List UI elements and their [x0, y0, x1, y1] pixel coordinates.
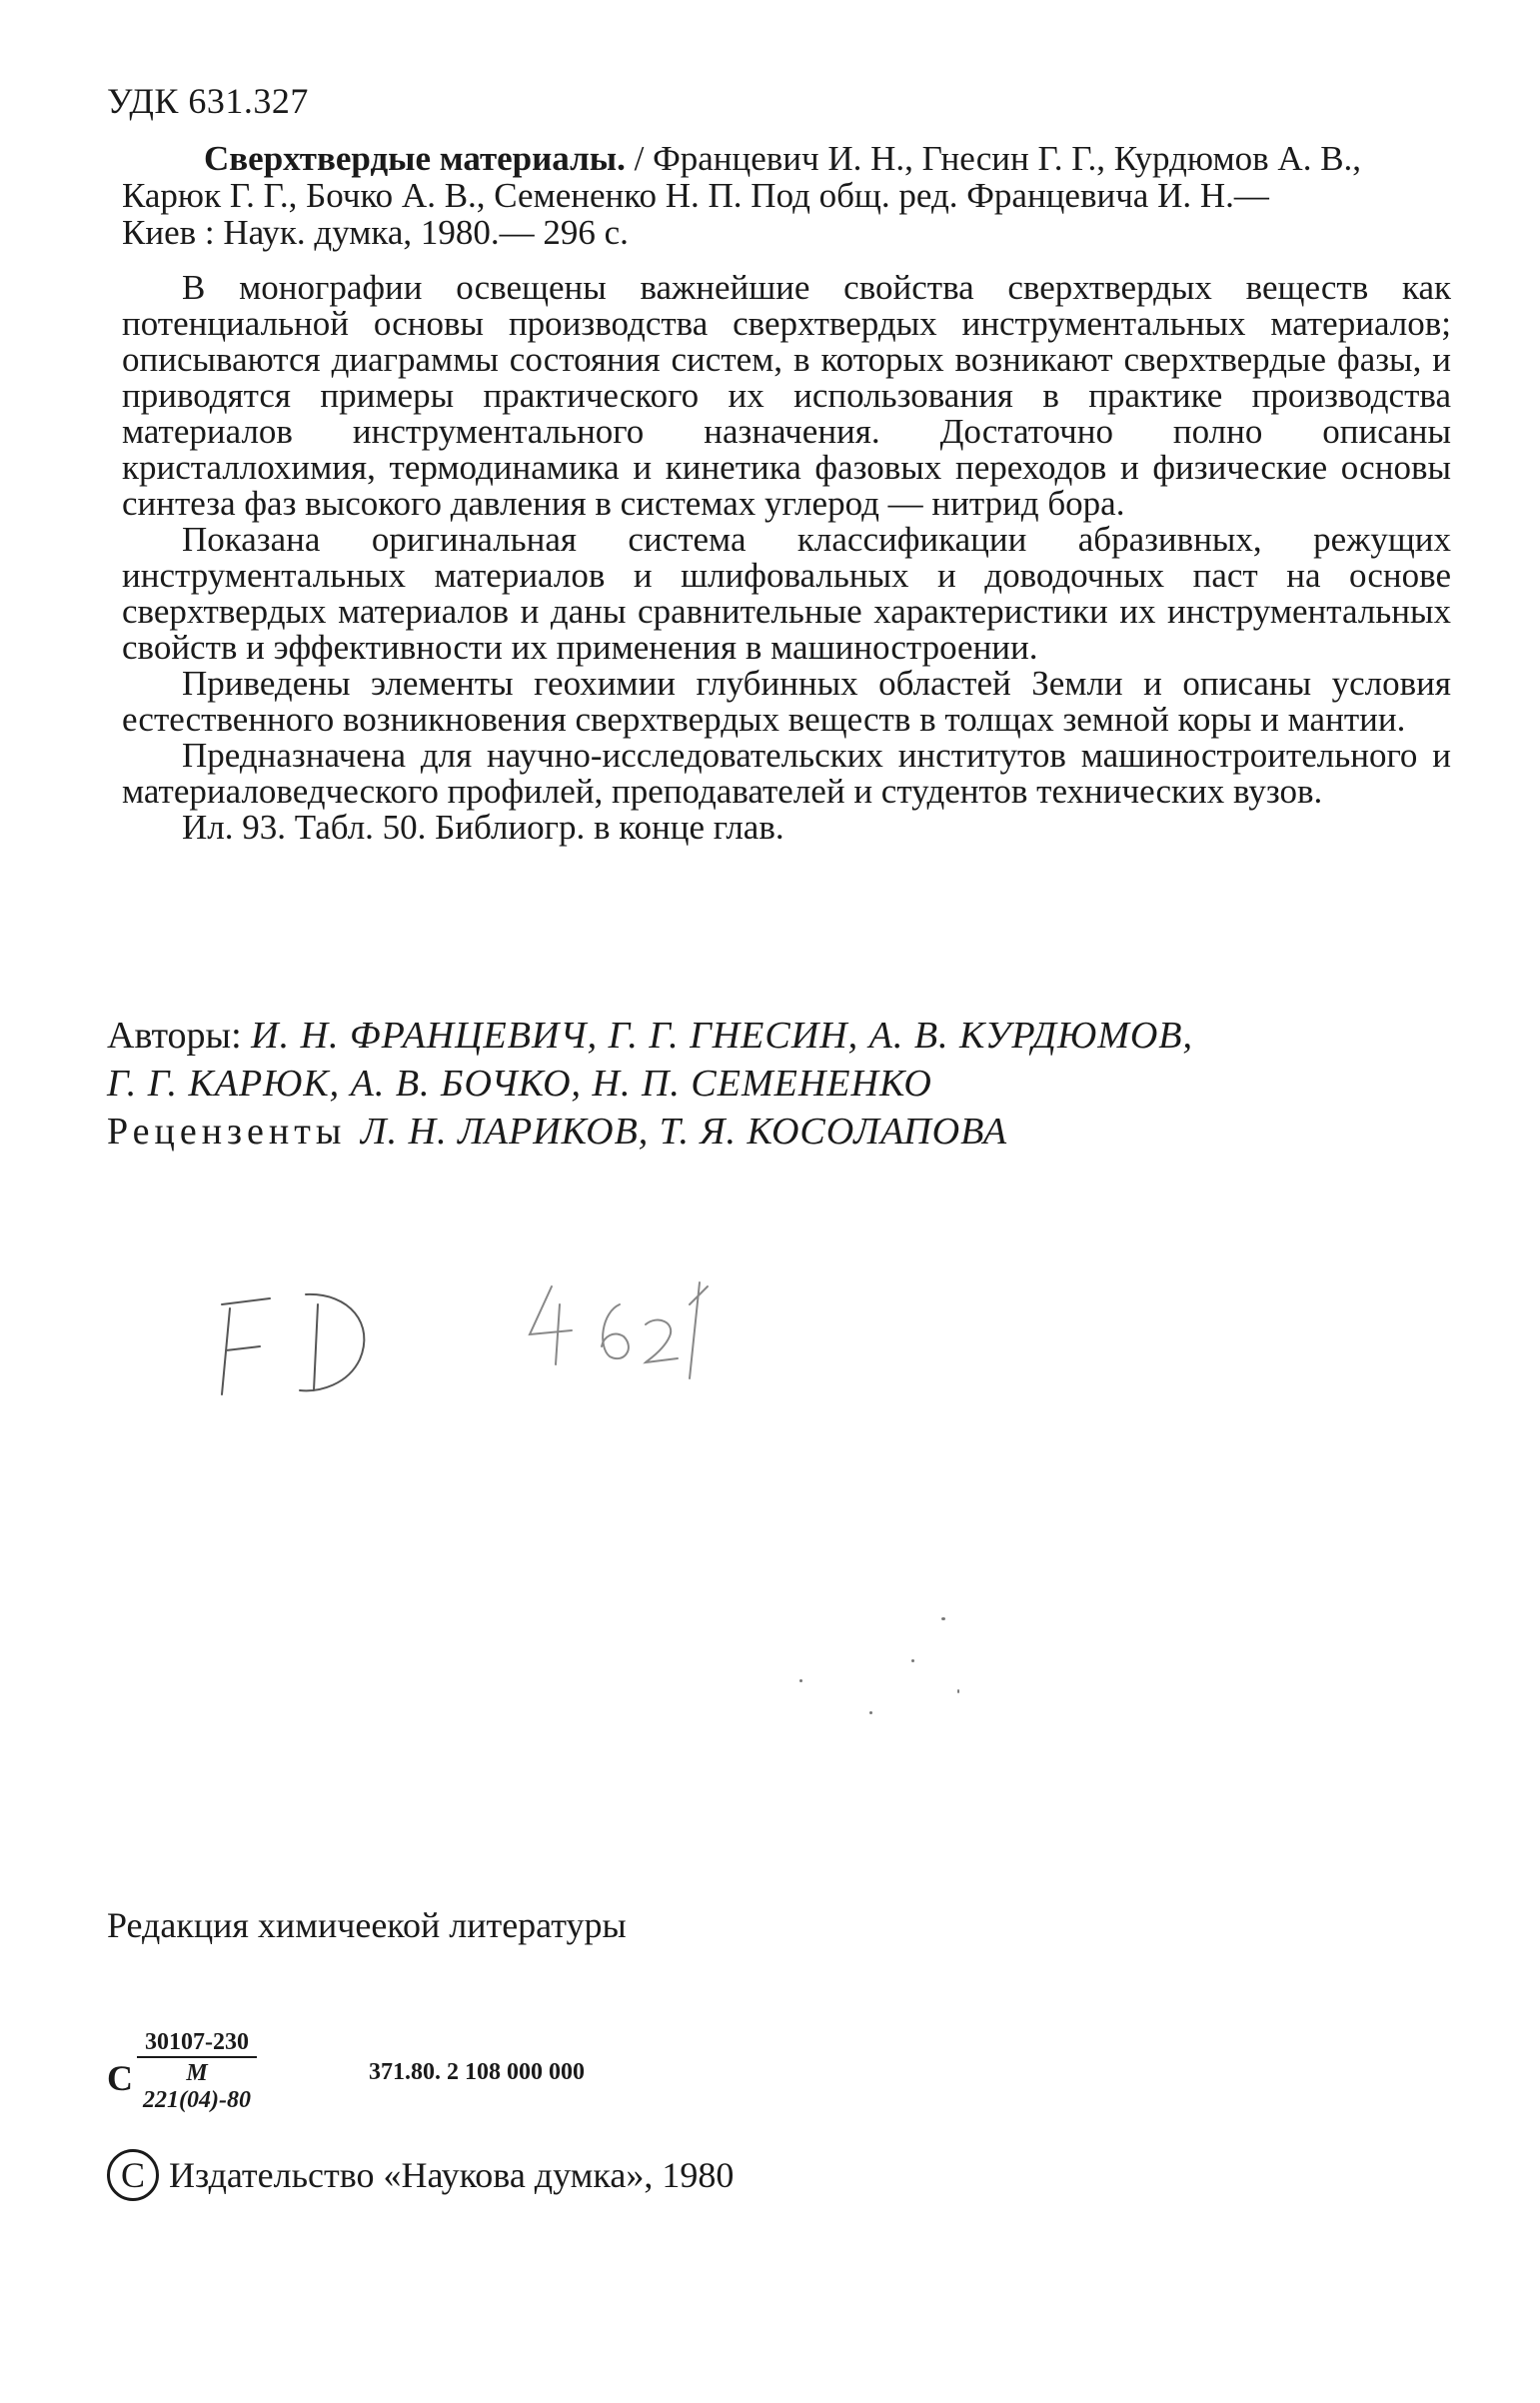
- code-rest: 371.80. 2 108 000 000: [369, 2059, 585, 2085]
- copyright-icon: C: [107, 2149, 159, 2201]
- biblio-line-3: Киев : Наук. думка, 1980.— 296 с.: [122, 213, 629, 252]
- bibliographic-record: [122, 140, 1451, 251]
- speck: [941, 1617, 945, 1620]
- abstract-illustration-info: Ил. 93. Табл. 50. Библиогр. в конце глав.: [182, 808, 784, 847]
- book-title: Сверхтвердые материалы.: [204, 139, 626, 178]
- biblio-line-2: Карюк Г. Г., Бочко А. В., Семененко Н. П. Под общ. ред. Францевича И. Н.—: [122, 176, 1269, 215]
- code-letter: С: [107, 2058, 133, 2098]
- authors-line-1: [107, 1012, 1466, 1060]
- abstract-paragraph: Показана оригинальная система классификации абразивных, режущих инструментальных материалов и шлифовальных и доводочных паст на основе сверхтвердых материалов и даны сравнительные характеристики их инструментальных свойств и эффективности их применения в машиностроении.: [122, 520, 1451, 667]
- code-numerator: 30107-230: [144, 2029, 249, 2055]
- abstract-paragraph: Приведены элементы геохимии глубинных областей Земли и описаны условия естественного возникновения сверхтвердых веществ в толщах земной коры и мантии.: [122, 664, 1451, 739]
- reviewers-names: Л. Н. ЛАРИКОВ, Т. Я. КОСОЛАПОВА: [360, 1111, 1008, 1153]
- code-fraction: [137, 2029, 257, 2114]
- biblio-line-1: [122, 140, 1451, 177]
- udk-code: УДК 631.327: [107, 81, 309, 121]
- biblio-authors-part: / Францевич И. Н., Гнесин Г. Г., Курдюмов А. В.,: [625, 139, 1362, 178]
- authors-names-1: И. Н. ФРАНЦЕВИЧ, Г. Г. ГНЕСИН, А. В. КУРДЮМОВ,: [251, 1015, 1193, 1057]
- speck: [957, 1689, 959, 1693]
- speck: [869, 1711, 872, 1714]
- credits: [107, 1012, 1466, 1156]
- copyright-text: Издательство «Наукова думка», 1980: [169, 2155, 735, 2195]
- editorial-department: Редакция химичеекой литературы: [107, 1905, 627, 1945]
- speck: [799, 1679, 802, 1682]
- abstract-paragraph: В монографии освещены важнейшие свойства сверхтвердых веществ как потенциальной основы производства сверхтвердых инструментальных материалов; описываются диаграммы состояния систем, в которых возникают сверхтвердые фазы, и приводятся примеры практического их использования в практике производства материалов инструментального назначения. Достаточно полно описаны кристаллохимия, термодинамика и кинетика фазовых переходов и физические основы синтеза фаз высокого давления в системах углерод — нитрид бора.: [122, 268, 1451, 523]
- abstract-paragraph: Предназначена для научно-исследовательских институтов машиностроительного и материаловедческого профилей, преподавателей и студентов технических вузов.: [122, 736, 1451, 811]
- reviewers-line: [107, 1108, 1466, 1156]
- copyright-line: [107, 2149, 734, 2201]
- authors-line-2: Г. Г. КАРЮК, А. В. БОЧКО, Н. П. СЕМЕНЕНКО: [107, 1063, 932, 1105]
- authors-label: Авторы:: [107, 1015, 252, 1057]
- reviewers-label: Рецензенты: [107, 1111, 361, 1153]
- handwritten-note: [200, 1264, 760, 1424]
- speck: [911, 1659, 914, 1662]
- code-denominator: М 221(04)-80: [137, 2056, 257, 2114]
- abstract: [122, 270, 1451, 846]
